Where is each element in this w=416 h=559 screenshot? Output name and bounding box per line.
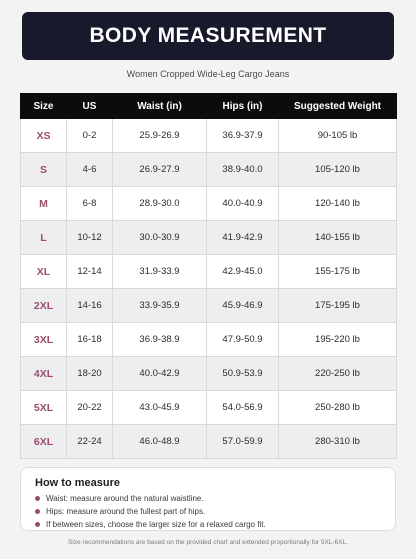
size-cell: XL bbox=[21, 255, 67, 289]
table-row bbox=[21, 153, 397, 187]
column-header-size: Size bbox=[21, 94, 67, 119]
size-cell: XS bbox=[21, 119, 67, 153]
column-header-hips: Hips (in) bbox=[207, 94, 279, 119]
how-to-item-between-sizes bbox=[35, 518, 381, 531]
table-row bbox=[21, 357, 397, 391]
table-row bbox=[21, 255, 397, 289]
waist-cell: 25.9-26.9 bbox=[113, 119, 207, 153]
weight-cell: 155-175 lb bbox=[279, 255, 397, 289]
size-cell: M bbox=[21, 187, 67, 221]
us-cell: 14-16 bbox=[67, 289, 113, 323]
bullet-dot-icon bbox=[35, 496, 40, 501]
hips-cell: 45.9-46.9 bbox=[207, 289, 279, 323]
weight-cell: 105-120 lb bbox=[279, 153, 397, 187]
weight-cell: 175-195 lb bbox=[279, 289, 397, 323]
bullet-dot-icon bbox=[35, 509, 40, 514]
hips-cell: 36.9-37.9 bbox=[207, 119, 279, 153]
weight-cell: 280-310 lb bbox=[279, 425, 397, 459]
size-cell: S bbox=[21, 153, 67, 187]
hips-cell: 57.0-59.9 bbox=[207, 425, 279, 459]
hips-cell: 50.9-53.9 bbox=[207, 357, 279, 391]
us-cell: 4-6 bbox=[67, 153, 113, 187]
hips-cell: 42.9-45.0 bbox=[207, 255, 279, 289]
us-cell: 18-20 bbox=[67, 357, 113, 391]
how-to-item-hips bbox=[35, 505, 381, 518]
footnote: Size recommendations are based on the provided chart and extended proportionally for 5XL-6XL. bbox=[67, 539, 349, 546]
how-to-measure-box bbox=[20, 467, 396, 531]
size-cell: 2XL bbox=[21, 289, 67, 323]
hips-cell: 54.0-56.9 bbox=[207, 391, 279, 425]
size-cell: 5XL bbox=[21, 391, 67, 425]
product-subtitle: Women Cropped Wide-Leg Cargo Jeans bbox=[126, 69, 290, 79]
weight-cell: 120-140 lb bbox=[279, 187, 397, 221]
us-cell: 0-2 bbox=[67, 119, 113, 153]
waist-cell: 46.0-48.9 bbox=[113, 425, 207, 459]
table-row bbox=[21, 187, 397, 221]
column-header-weight: Suggested Weight bbox=[279, 94, 397, 119]
us-cell: 12-14 bbox=[67, 255, 113, 289]
hips-cell: 40.0-40.9 bbox=[207, 187, 279, 221]
size-chart-table bbox=[20, 93, 397, 459]
table-row bbox=[21, 391, 397, 425]
size-cell: 4XL bbox=[21, 357, 67, 391]
waist-cell: 26.9-27.9 bbox=[113, 153, 207, 187]
table-row bbox=[21, 221, 397, 255]
size-cell: 6XL bbox=[21, 425, 67, 459]
column-header-waist: Waist (in) bbox=[113, 94, 207, 119]
table-row bbox=[21, 323, 397, 357]
how-to-item-text: If between sizes, choose the larger size for a relaxed cargo fit. bbox=[46, 520, 266, 529]
column-header-us: US bbox=[67, 94, 113, 119]
us-cell: 10-12 bbox=[67, 221, 113, 255]
waist-cell: 36.9-38.9 bbox=[113, 323, 207, 357]
how-to-item-waist bbox=[35, 492, 381, 505]
how-to-item-text: Waist: measure around the natural waistline. bbox=[46, 494, 204, 503]
waist-cell: 30.0-30.9 bbox=[113, 221, 207, 255]
title-banner bbox=[22, 12, 394, 60]
weight-cell: 220-250 lb bbox=[279, 357, 397, 391]
size-cell: 3XL bbox=[21, 323, 67, 357]
weight-cell: 195-220 lb bbox=[279, 323, 397, 357]
table-row bbox=[21, 119, 397, 153]
us-cell: 22-24 bbox=[67, 425, 113, 459]
us-cell: 6-8 bbox=[67, 187, 113, 221]
weight-cell: 90-105 lb bbox=[279, 119, 397, 153]
how-to-item-text: Hips: measure around the fullest part of hips. bbox=[46, 507, 206, 516]
waist-cell: 40.0-42.9 bbox=[113, 357, 207, 391]
hips-cell: 38.9-40.0 bbox=[207, 153, 279, 187]
bullet-dot-icon bbox=[35, 522, 40, 527]
hips-cell: 41.9-42.9 bbox=[207, 221, 279, 255]
weight-cell: 140-155 lb bbox=[279, 221, 397, 255]
waist-cell: 33.9-35.9 bbox=[113, 289, 207, 323]
hips-cell: 47.9-50.9 bbox=[207, 323, 279, 357]
table-header-row bbox=[21, 94, 397, 119]
table-row bbox=[21, 289, 397, 323]
how-to-measure-title: How to measure bbox=[35, 477, 120, 489]
size-cell: L bbox=[21, 221, 67, 255]
table-body bbox=[21, 119, 397, 459]
us-cell: 16-18 bbox=[67, 323, 113, 357]
table-row bbox=[21, 425, 397, 459]
waist-cell: 28.9-30.0 bbox=[113, 187, 207, 221]
page-title: BODY MEASUREMENT bbox=[89, 24, 327, 47]
us-cell: 20-22 bbox=[67, 391, 113, 425]
waist-cell: 43.0-45.9 bbox=[113, 391, 207, 425]
waist-cell: 31.9-33.9 bbox=[113, 255, 207, 289]
weight-cell: 250-280 lb bbox=[279, 391, 397, 425]
